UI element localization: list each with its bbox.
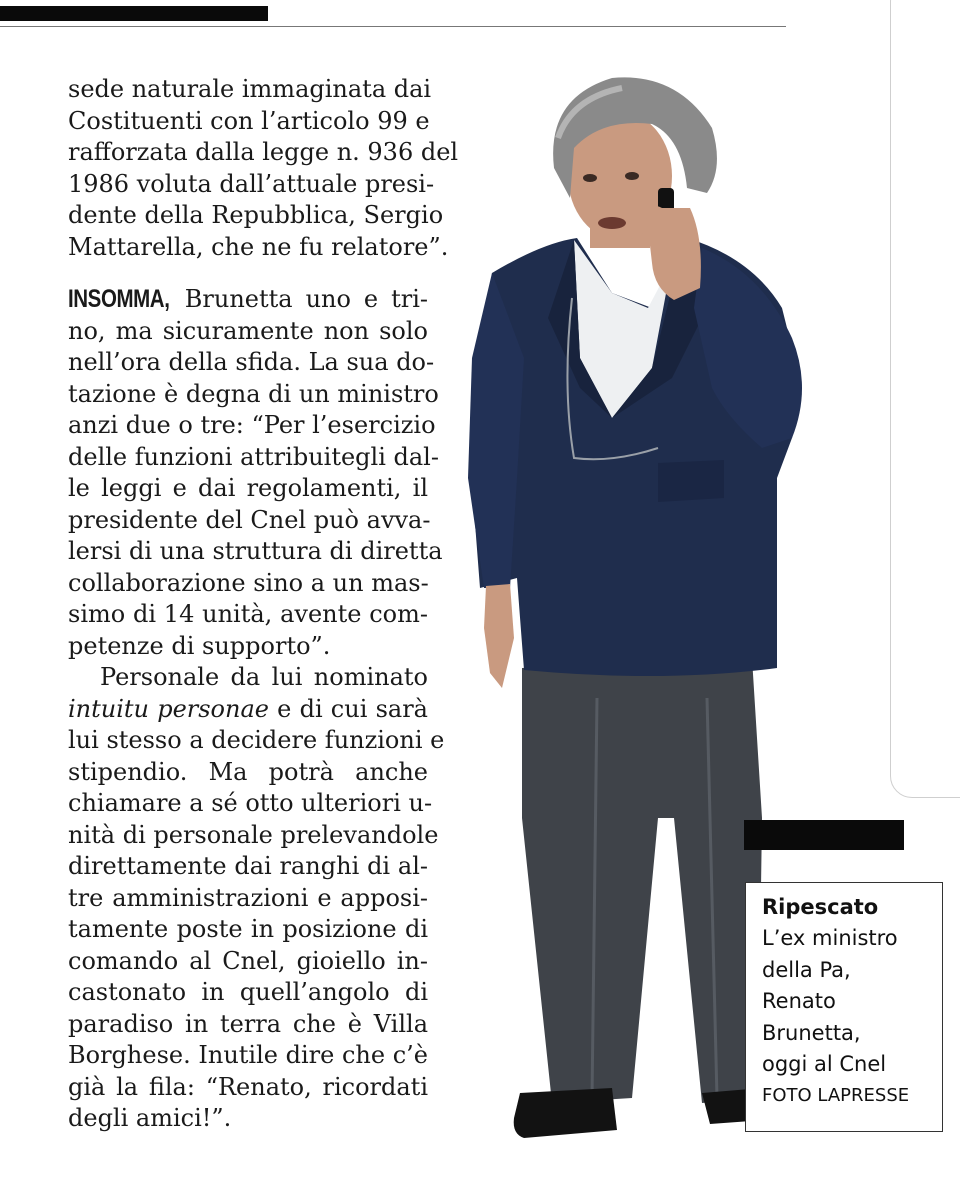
text-line: nità di personale prelevandole xyxy=(68,820,439,849)
photo-credit: FOTO LAPRESSE xyxy=(762,1084,910,1106)
text-line: chiamare a sé otto ulteriori u- xyxy=(68,789,433,817)
left-shoe xyxy=(514,1088,617,1138)
photo-caption xyxy=(745,882,943,1132)
text-line: paradiso in terra che è Villa xyxy=(68,1009,428,1038)
text-line: direttamente dai ranghi di al- xyxy=(68,852,428,880)
text-line: lui stesso a decidere funzioni e xyxy=(68,726,445,754)
text-span: Brunetta uno e tri- xyxy=(171,285,428,313)
text-line: petenze di supporto”. xyxy=(68,631,331,660)
section-header-bar xyxy=(0,6,268,21)
right-hand xyxy=(647,206,701,301)
caption-line: Renato xyxy=(762,989,836,1013)
trousers xyxy=(522,658,762,1103)
paragraph-3 xyxy=(68,662,445,1135)
paragraph-2 xyxy=(68,284,443,662)
text-line: tazione è degna di un ministro xyxy=(68,379,439,408)
top-divider xyxy=(0,26,786,27)
caption-line: della Pa, xyxy=(762,957,851,982)
text-line: già la fila: “Renato, ricordati xyxy=(68,1072,428,1101)
text-line: degli amici!”. xyxy=(68,1104,232,1132)
lead-word: INSOMMA, xyxy=(68,285,170,313)
text-line: tre amministrazioni e apposi- xyxy=(68,883,428,912)
caption-line: Brunetta, xyxy=(762,1020,861,1045)
text-span: e di cui sarà xyxy=(268,694,428,723)
text-line: presidente del Cnel può avva- xyxy=(68,505,431,534)
text-line: no, ma sicuramente non solo xyxy=(68,316,428,345)
text-line: 1986 voluta dall’attuale presi- xyxy=(68,169,435,198)
text-line: tamente poste in posizione di xyxy=(68,915,428,943)
text-line: rafforzata dalla legge n. 936 del xyxy=(68,138,459,166)
text-line: Borghese. Inutile dire che c’è xyxy=(68,1041,428,1069)
text-line: Personale da lui nominato xyxy=(100,663,428,691)
text-line: dente della Repubblica, Sergio xyxy=(68,201,444,229)
text-line: delle funzioni attribuitegli dal- xyxy=(68,442,439,471)
text-line: stipendio. Ma potrà anche xyxy=(68,757,428,786)
caption-header-bar xyxy=(744,820,904,850)
text-line: anzi due o tre: “Per l’esercizio xyxy=(68,411,436,439)
left-hand xyxy=(484,584,514,688)
caption-line: L’ex ministro xyxy=(762,926,898,950)
paragraph-1 xyxy=(68,74,459,263)
text-line: Costituenti con l’articolo 99 e xyxy=(68,106,430,135)
side-panel-edge xyxy=(890,0,960,798)
text-line: le leggi e dai regolamenti, il xyxy=(68,474,428,502)
italic-phrase: intuitu personae xyxy=(68,694,269,723)
text-line: nell’ora della sfida. La sua do- xyxy=(68,348,435,376)
text-line: castonato in quell’angolo di xyxy=(68,978,428,1006)
text-line: simo di 14 unità, avente com- xyxy=(68,600,428,628)
caption-title: Ripescato xyxy=(762,895,879,919)
text-line: sede naturale immaginata dai xyxy=(68,75,432,103)
text-line: lersi di una struttura di diretta xyxy=(68,537,443,565)
text-line xyxy=(68,284,428,316)
text-line: collaborazione sino a un mas- xyxy=(68,568,429,597)
text-line: comando al Cnel, gioiello in- xyxy=(68,946,428,975)
text-line: Mattarella, che ne fu relatore”. xyxy=(68,232,449,261)
caption-line: oggi al Cnel xyxy=(762,1052,887,1076)
text-line xyxy=(68,694,428,726)
article-column xyxy=(68,74,459,1135)
